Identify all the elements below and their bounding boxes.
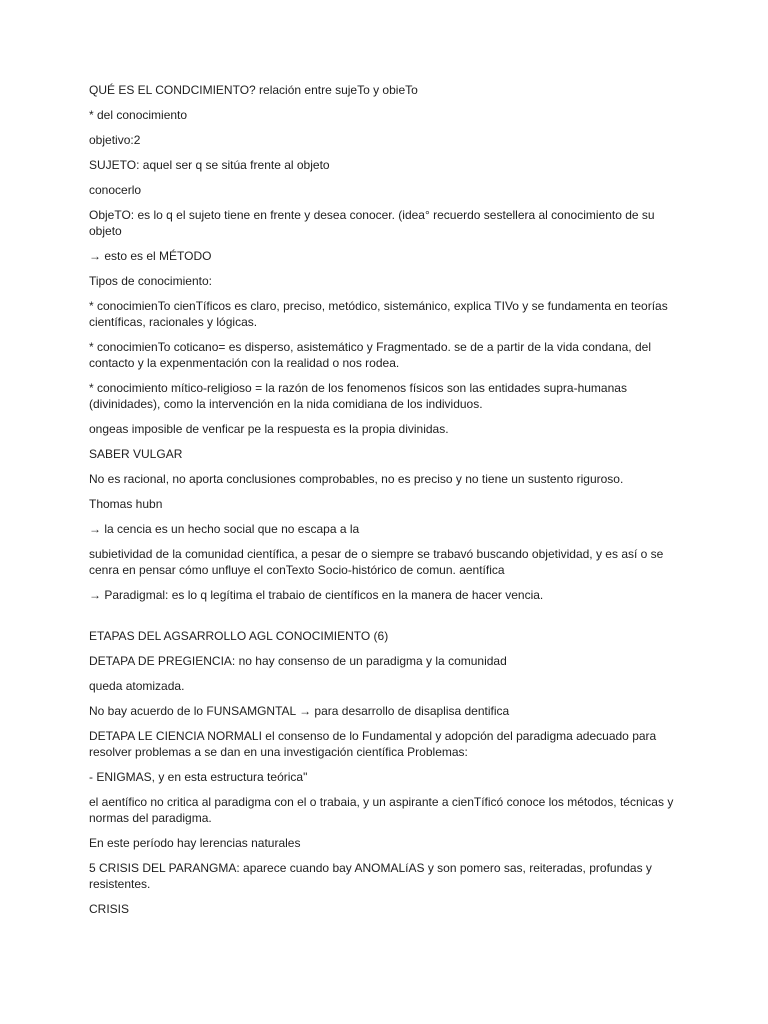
- paragraph: objetivo:2: [89, 133, 141, 147]
- paragraph: SABER VULGAR: [89, 447, 183, 461]
- paragraph: el aentífico no critica al paradigma con el o trabaia, y un aspirante a cienTíficó conoce los métodos, técnicas y normas del paradigma.: [89, 795, 674, 825]
- paragraph: DETAPA LE CIENCIA NORMALI el consenso de lo Fundamental y adopción del paradigma adecuado para resolver problemas a se dan en una investigación científica Problemas:: [89, 729, 657, 759]
- paragraph: → esto es el MÉTODO: [89, 249, 212, 263]
- paragraph: queda atomizada.: [89, 679, 185, 693]
- paragraph: 5 CRISIS DEL PARANGMA: aparece cuando bay ANOMALíAS y son pomero sas, reiteradas, profundas y resistentes.: [89, 861, 652, 891]
- paragraph: → la cencia es un hecho social que no escapa a la: [89, 522, 360, 536]
- paragraph: * conocimienTo cienTíficos es claro, preciso, metódico, sistemánico, explica TIVo y se fundamenta en teorías científicas, racionales y lógicas.: [89, 299, 668, 329]
- paragraph: → Paradigmal: es lo q legítima el trabaio de científicos en la manera de hacer vencia.: [89, 588, 544, 602]
- paragraph: * del conocimiento: [89, 108, 188, 122]
- paragraph: En este período hay lerencias naturales: [89, 836, 301, 850]
- paragraph: * conocimienTo coticano= es disperso, asistemático y Fragmentado. se de a partir de la vida condana, del contacto y la expenmentación con la realidad o nos rodea.: [89, 340, 651, 370]
- paragraph: conocerlo: [89, 183, 142, 197]
- paragraph: Tipos de conocimiento:: [89, 274, 212, 288]
- heading-etapas: ETAPAS DEL AGSARROLLO AGL CONOCIMIENTO (6): [89, 629, 389, 643]
- paragraph: ongeas imposible de venficar pe la respuesta es la propia divinidas.: [89, 422, 449, 436]
- paragraph: Thomas hubn: [89, 497, 163, 511]
- paragraph: No es racional, no aporta conclusiones comprobables, no es preciso y no tiene un sustento riguroso.: [89, 472, 624, 486]
- paragraph: No bay acuerdo de lo FUNSAMGNTAL → para desarrollo de disaplisa dentifica: [89, 704, 510, 718]
- paragraph: ObjeTO: es lo q el sujeto tiene en frente y desea conocer. (idea° recuerdo sestellera al conocimiento de su objeto: [89, 208, 655, 238]
- paragraph: CRISIS: [89, 902, 130, 916]
- heading-que-es-el-conocimiento: QUÉ ES EL CONDCIMIENTO? relación entre sujeTo y obieTo: [89, 83, 418, 97]
- paragraph: - ENIGMAS, y en esta estructura teórica": [89, 770, 308, 784]
- paragraph: subietividad de la comunidad científica, a pesar de o siempre se trabavó buscando objetividad, y es así o se cenra en pensar cómo unfluye el conTexto Socio-histórico de comun. aentífica: [89, 547, 664, 577]
- paragraph: DETAPA DE PREGIENCIA: no hay consenso de un paradigma y la comunidad: [89, 654, 507, 668]
- paragraph: * conocimiento mítico-religioso = la razón de los fenomenos físicos son las entidades supra-humanas (divinidades), como la intervención en la nida comidiana de los individuos.: [89, 381, 627, 411]
- paragraph: SUJETO: aquel ser q se sitúa frente al objeto: [89, 158, 330, 172]
